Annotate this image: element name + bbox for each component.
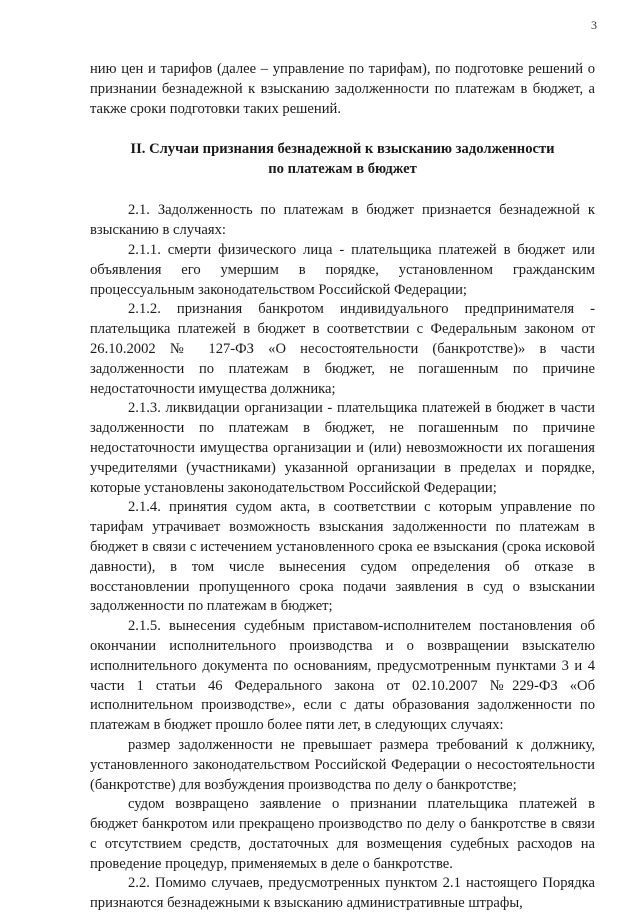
intro-paragraph: нию цен и тарифов (далее – управление по тарифам), по подготовке решений о признании безнадежной к взысканию задолженности по платежам в бюджет, а также сроки подготовки таких решений. (90, 61, 595, 117)
paragraph-2-1: 2.1. Задолженность по платежам в бюджет признается безнадежной к взысканию в случаях: (90, 202, 595, 239)
paragraph-2-1-5: 2.1.5. вынесения судебным приставом-исполнителем постановления об окончании исполнительного производства и о возвращении взыскателю исполнительного документа по основаниям, предусмотренным пунктами 3 и 4 части 1 статьи 46 Федерального закона от 02.10.2007 №229-ФЗ «Об исполнительном производстве», если с даты образования задолженности по платежам в бюджет прошло более пяти лет, в следующих случаях: (90, 618, 595, 734)
document-body (90, 60, 595, 914)
paragraph-case-1: размер задолженности не превышает размера требований к должнику, установленного законодательством Российской Федерации о несостоятельности (банкротстве) для возбуждения производства по делу о банкротстве; (90, 736, 595, 793)
paragraph-case-2: судом возвращено заявление о признании плательщика платежей в бюджет банкротом или прекращено производство по делу о банкротстве в связи с отсутствием средств, достаточных для возмещения судебных расходов на проведение процедур, применяемых в деле о банкротстве. (90, 796, 595, 872)
paragraph-2-1-2: 2.1.2. признания банкротом индивидуального предпринимателя - плательщика платежей в бюджет в соответствии с Федеральным законом от 26.10.2002 № 127-ФЗ «О несостоятельности (банкротстве)» в части задолженности по платежам в бюджет, не погашенным по причине недостаточности имущества должника; (90, 301, 595, 397)
section-heading-line-2: по платежам в бюджет (268, 161, 417, 178)
paragraph-2-1-4: 2.1.4. принятия судом акта, в соответствии с которым управление по тарифам утрачивает возможность взыскания задолженности по платежам в бюджет в связи с истечением установленного срока ее взыскания (срока исковой давности), в том числе вынесения судом определения об отказе в восстановлении пропущенного срока подачи заявления в суд о взыскании задолженности по платежам в бюджет; (90, 499, 595, 615)
paragraph-2-1-1: 2.1.1. смерти физического лица - плательщика платежей в бюджет или объявления его умершим в порядке, установленном гражданским процессуальным законодательством Российской Федерации; (90, 241, 595, 298)
section-heading (90, 139, 595, 179)
page-number: 3 (591, 18, 597, 32)
section-heading-line-1: II. Случаи признания безнадежной к взысканию задолженности (130, 141, 555, 158)
paragraph-2-1-3: 2.1.3. ликвидации организации - плательщика платежей в бюджет в части задолженности по платежам в бюджет, не погашенным по причине недостаточности имущества организации и (или) невозможности их погашения учредителями (участниками) указанной организации в пределах и порядке, которые установлены законодательством Российской Федерации; (90, 400, 595, 496)
paragraph-2-2: 2.2. Помимо случаев, предусмотренных пунктом 2.1 настоящего Порядка признаются безнадежными к взысканию административные штрафы, (90, 875, 595, 912)
